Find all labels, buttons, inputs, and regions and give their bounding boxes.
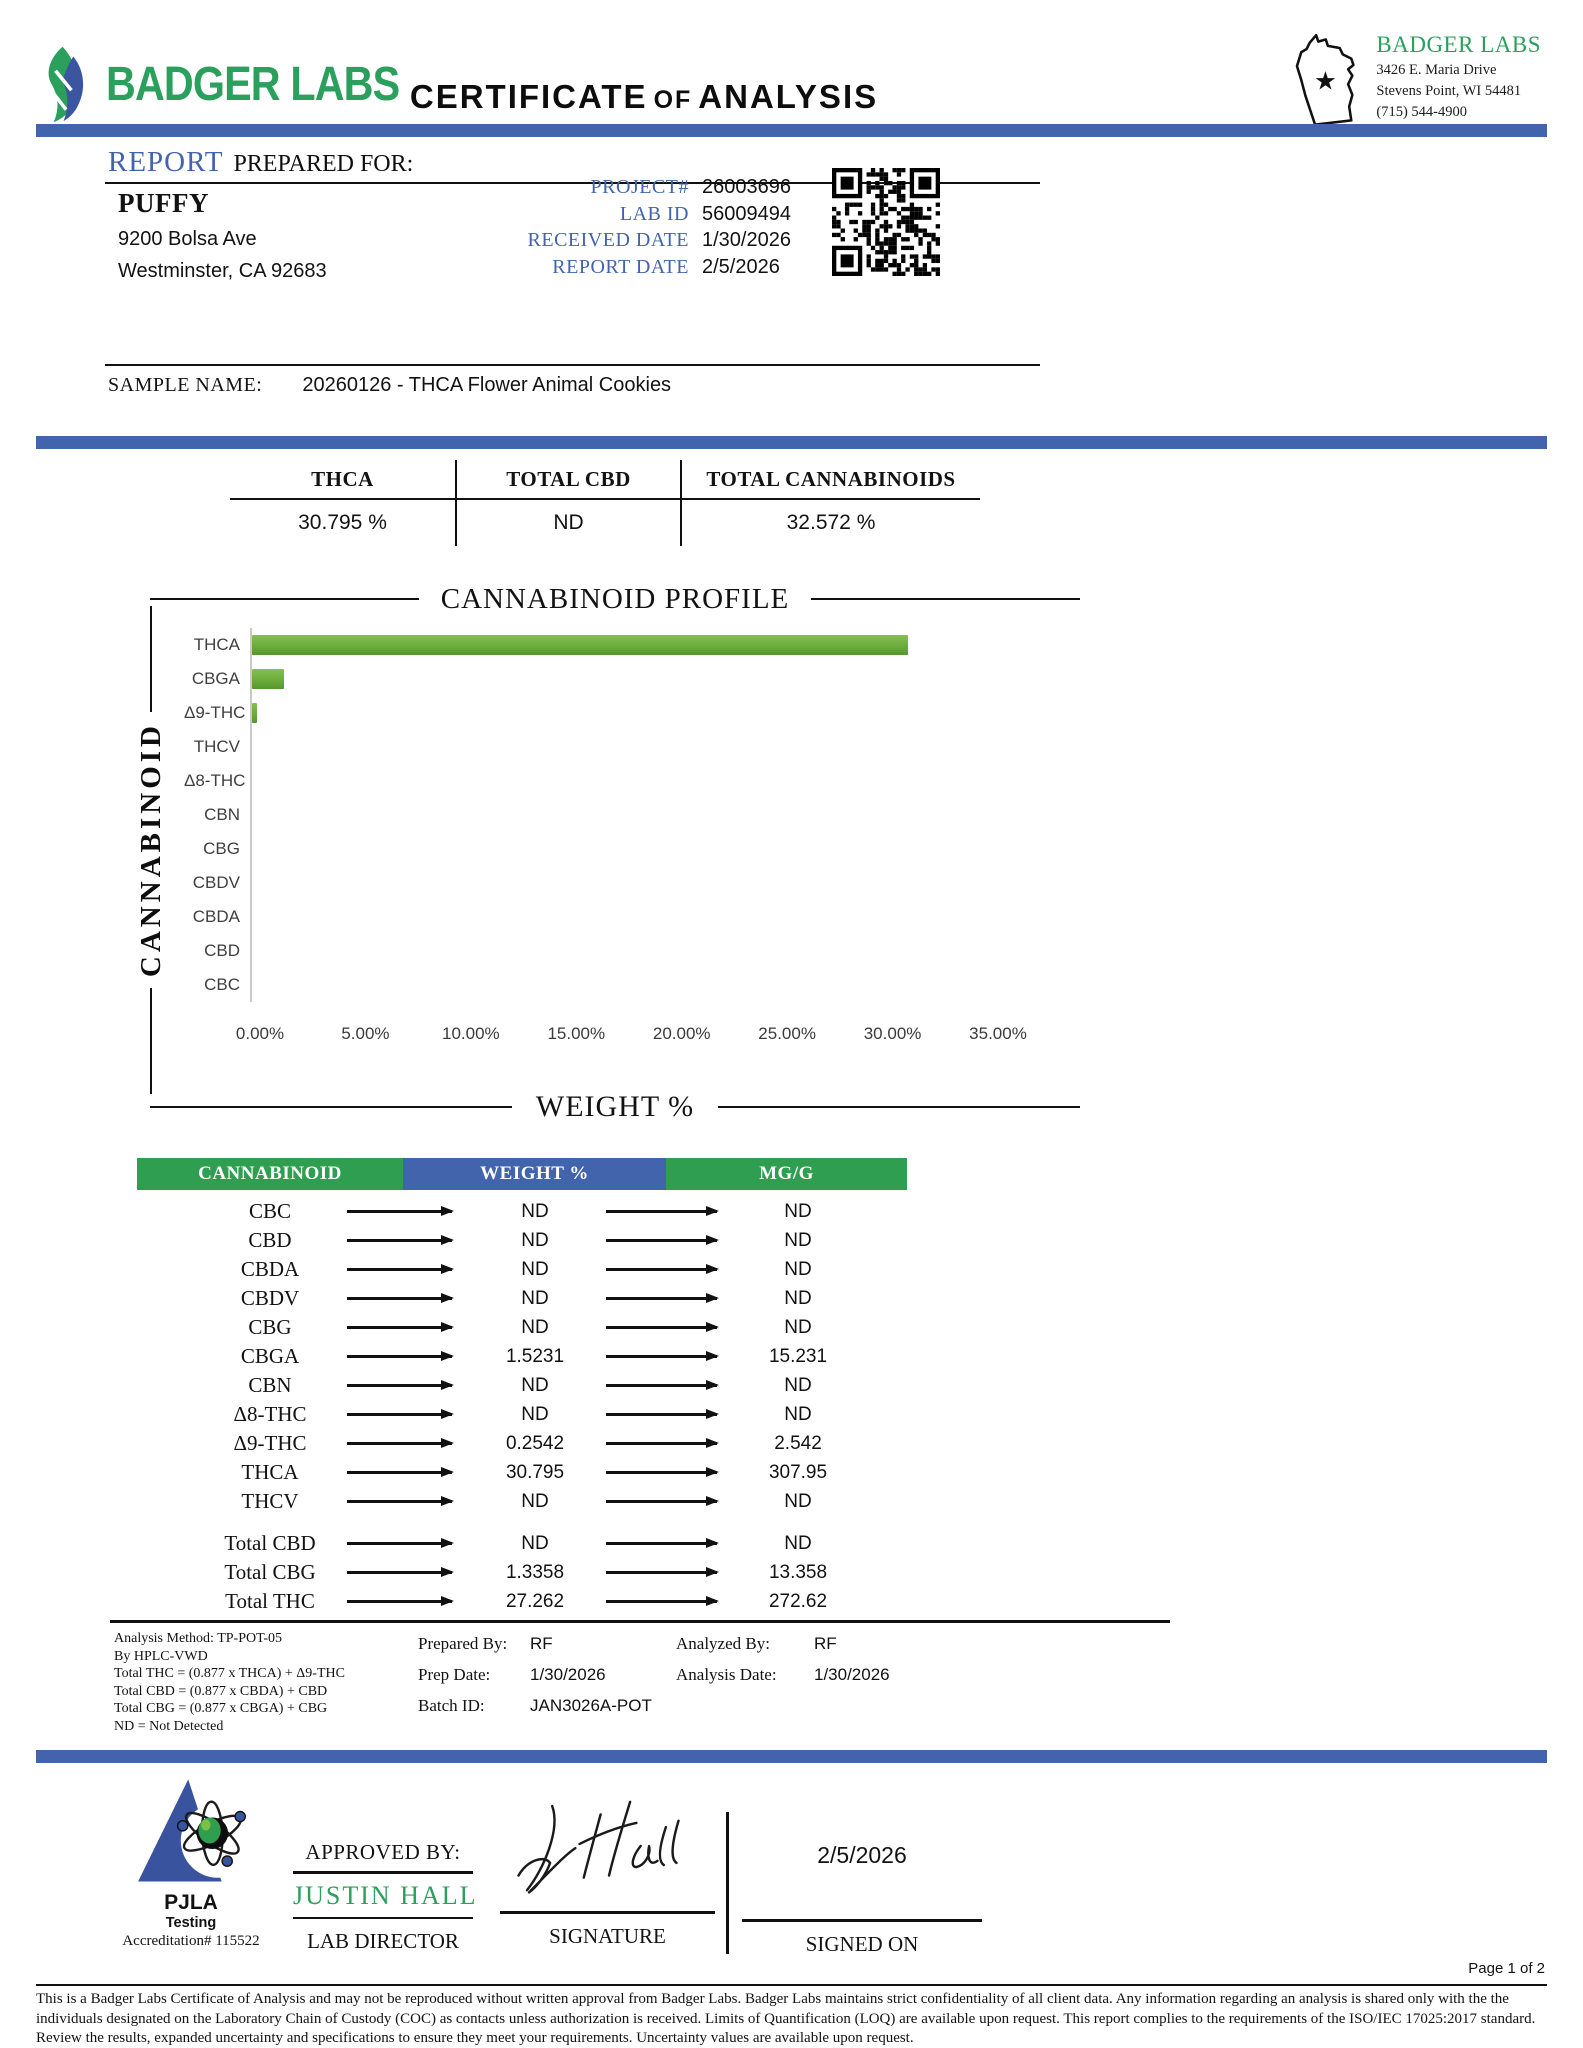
table-total-rows [137,1529,907,1616]
cannabinoid-name: Total THC [225,1589,315,1613]
cannabinoid-name: CBD [248,1228,292,1252]
mgg-value: 15.231 [768,1345,828,1367]
prep-date-value: 1/30/2026 [530,1665,606,1684]
prep-notes [418,1634,652,1727]
weight-value: ND [521,1258,549,1280]
arrow-icon [347,1384,452,1386]
arrow-icon [606,1210,717,1212]
mgg-value: 13.358 [768,1561,828,1583]
signature-block [500,1786,715,1949]
chart-row [184,900,998,934]
chart-tick-label: 20.00% [652,1024,711,1043]
summary-column [455,460,680,546]
sample-name-row [108,374,671,397]
chart-track [250,798,998,832]
weight-value: 27.262 [505,1590,565,1612]
table-row [137,1587,907,1616]
signature-label: SIGNATURE [549,1923,666,1948]
arrow-icon [606,1326,717,1328]
chart-xtitle-row [138,1090,1080,1124]
accreditation-number: Accreditation# 115522 [122,1933,260,1949]
client-address2: Westminster, CA 92683 [118,260,327,282]
cannabinoid-name: CBC [248,1199,292,1223]
table-row [137,1255,907,1284]
arrow-icon [347,1210,452,1212]
analysis-date-value: 1/30/2026 [814,1665,890,1684]
report-field-value: 56009494 [702,202,791,225]
arrow-icon [606,1471,717,1473]
weight-value: ND [521,1374,549,1396]
arrow-icon [347,1442,452,1444]
report-field [425,229,850,256]
sample-name-value: 20260126 - THCA Flower Animal Cookies [302,374,672,396]
cannabinoid-name: CBDA [240,1257,300,1281]
mgg-value: ND [784,1229,812,1251]
client-name: PUFFY [118,188,209,218]
title-main: CERTIFICATE [409,78,648,115]
chart-track [250,696,998,730]
rule-line [293,1917,473,1920]
chart-title: CANNABINOID PROFILE [440,582,790,615]
table-row [137,1197,907,1226]
weight-value: ND [521,1316,549,1338]
chart-bar [252,635,908,655]
title-rule-right [811,598,1080,600]
summary-column [680,460,980,546]
header-weight: WEIGHT % [403,1158,666,1190]
analysis-notes [676,1634,890,1696]
method-note-line: Total CBG = (0.877 x CBGA) + CBG [114,1701,328,1716]
prepared-by-row [418,1634,652,1665]
table-row [137,1226,907,1255]
y-bracket-line-top [150,606,152,712]
disclaimer-text: This is a Badger Labs Certificate of Analysis and may not be reproduced without written approval from Badger Labs. Badger Labs maintains strict confidentiality of all client data. Any information regarding an analysis is shared only with the the individuals designated on the Laboratory Chain of Custody (COC) as contacts unless authorization is received. Limits of Quantification (LOQ) are available upon request. This report complies to the requirements of the ISO/IEC 17025:2017 standard. Review the results, expanded uncertainty and specifications to ensure they meet your requirements. Uncertainty values are available upon request. [36,1991,1536,2046]
table-row [137,1558,907,1587]
chart-row [184,968,998,1002]
chart-row [184,798,998,832]
client-block [118,188,327,283]
signed-on-date: 2/5/2026 [817,1842,907,1868]
weight-value: 0.2542 [505,1432,565,1454]
mgg-value: 272.62 [768,1590,828,1612]
chart-category-label: Δ9-THC [184,703,246,722]
title-of: OF [653,86,693,114]
mgg-value: ND [784,1258,812,1280]
weight-value: ND [521,1200,549,1222]
mgg-value: ND [784,1200,812,1222]
report-field-value: 26003696 [702,176,791,198]
header-mgg: MG/G [666,1158,907,1190]
chart-category-label: CBD [204,941,240,960]
arrow-icon [347,1500,452,1502]
badger-labs-leaf-logo-icon [36,42,98,126]
arrow-icon [347,1326,452,1328]
report-field [425,176,850,203]
chart-tick-label: 10.00% [442,1024,500,1043]
page-number: Page 1 of 2 [1468,1960,1545,1977]
arrow-icon [606,1413,717,1415]
divider-bar [36,1750,1547,1763]
chart-row [184,730,998,764]
report-field-label: REPORT DATE [552,255,689,278]
arrow-icon [606,1297,717,1299]
chart-body [135,628,1080,1124]
chart-row [184,934,998,968]
report-field-label: PROJECT# [590,176,689,198]
pjla-logo-icon [121,1772,261,1888]
analyzed-by-label: Analyzed By: [676,1634,770,1653]
title-rule-left [150,598,419,600]
arrow-icon [606,1239,717,1241]
chart-category-label: CBG [203,839,240,858]
y-axis-title: CANNABINOID [135,722,167,978]
report-field [425,203,850,230]
report-label: REPORT [108,146,224,178]
chart-category-label: THCA [193,635,240,654]
chart-track [250,866,998,900]
analyzed-by-row [676,1634,890,1665]
xtitle-rule-right [718,1106,1080,1108]
signed-on-label: SIGNED ON [805,1931,919,1956]
cannabinoid-name: CBGA [240,1344,300,1368]
summary-table [230,460,980,546]
arrow-icon [347,1542,452,1544]
summary-header: TOTAL CBD [457,460,680,500]
chart-category-label: Δ8-THC [184,771,246,790]
weight-value: 1.5231 [505,1345,565,1367]
y-bracket-line-bottom [150,988,152,1094]
chart-track [250,662,998,696]
arrow-icon [606,1268,717,1270]
summary-value: ND [553,511,584,534]
client-address1: 9200 Bolsa Ave [118,228,257,250]
report-section-heading [108,146,413,179]
summary-value: 30.795 % [298,511,387,534]
table-row [137,1429,907,1458]
analysis-date-label: Analysis Date: [676,1665,777,1684]
method-note-line: By HPLC-VWD [114,1648,208,1664]
header-cannabinoid: CANNABINOID [137,1158,403,1190]
chart-track [250,730,998,764]
cannabinoid-name: Δ9-THC [233,1431,307,1455]
cannabinoid-name: Total CBG [224,1560,316,1584]
arrow-icon [606,1542,717,1544]
chart-title-row [138,580,1080,618]
results-table-header [137,1158,907,1190]
arrow-icon [347,1600,452,1602]
mgg-value: 307.95 [768,1461,828,1483]
summary-header: TOTAL CANNABINOIDS [682,460,980,500]
table-row [137,1284,907,1313]
arrow-icon [606,1600,717,1602]
approver-title: LAB DIRECTOR [307,1929,459,1954]
prepared-by-label: Prepared By: [418,1634,508,1653]
weight-value: ND [521,1490,549,1512]
table-row [137,1458,907,1487]
table-row [137,1487,907,1516]
prepared-for-label: PREPARED FOR: [233,151,414,177]
arrow-icon [606,1355,717,1357]
chart-tick-label: 35.00% [969,1024,1027,1043]
mgg-value: ND [784,1374,812,1396]
chart-category-label: CBDA [192,907,240,926]
summary-header: THCA [230,460,455,500]
weight-value: 1.3358 [505,1561,565,1583]
chart-track [250,628,998,662]
chart-track [250,764,998,798]
method-note-line: Total THC = (0.877 x THCA) + Δ9-THC [114,1666,345,1681]
chart-category-label: CBGA [191,669,240,688]
arrow-icon [347,1471,452,1473]
prep-date-label: Prep Date: [418,1665,491,1684]
batch-id-row [418,1696,652,1727]
cannabinoid-name: CBN [248,1373,292,1397]
chart-track [250,934,998,968]
chart-xaxis [235,1016,1027,1050]
pjla-name: PJLA [164,1891,218,1914]
brand-name: BADGER LABS [106,57,400,111]
cannabinoid-name: Δ8-THC [233,1402,307,1426]
table-row [137,1400,907,1429]
approved-by-block [293,1840,478,1954]
mgg-value: ND [784,1316,812,1338]
divider-bar [36,436,1547,449]
lab-phone: (715) 544-4900 [1376,104,1468,120]
prepared-by-value: RF [530,1634,553,1653]
mgg-value: ND [784,1532,812,1554]
cannabinoid-name: THCV [241,1489,299,1513]
divider-bar [36,124,1547,137]
chart-row [184,832,998,866]
chart-tick-label: 0.00% [235,1024,285,1043]
chart-bar [252,703,257,723]
results-table [137,1158,907,1616]
table-row [137,1371,907,1400]
report-field-label: LAB ID [619,202,689,225]
chart-row [184,696,998,730]
chart-row [184,662,998,696]
cannabinoid-name: CBG [248,1315,292,1339]
qr-code-icon [832,168,940,276]
weight-value: 30.795 [505,1461,565,1483]
chart-bar [252,669,284,689]
method-notes [114,1630,345,1735]
lab-info [1292,32,1541,130]
arrow-icon [347,1268,452,1270]
weight-value: ND [521,1229,549,1251]
approver-name: JUSTIN HALL [293,1880,478,1910]
cannabinoid-name: Total CBD [224,1531,316,1555]
weight-value: ND [521,1532,549,1554]
arrow-icon [606,1500,717,1502]
analysis-date-row [676,1665,890,1696]
report-field-value: 1/30/2026 [702,229,791,251]
chart-track [250,968,998,1002]
report-fields [425,176,850,282]
chart-category-label: CBDV [192,873,240,892]
sample-name-label: SAMPLE NAME: [108,374,263,396]
table-row [137,1342,907,1371]
rule-line [110,1620,1170,1623]
chart-track [250,900,998,934]
signed-on-block [742,1842,982,1957]
chart-row [184,866,998,900]
chart-tick-label: 15.00% [547,1024,606,1043]
arrow-icon [347,1413,452,1415]
batch-id-value: JAN3026A-POT [530,1696,652,1715]
report-field-label: RECEIVED DATE [527,229,689,251]
wisconsin-map-icon [1292,32,1368,130]
mgg-value: ND [784,1490,812,1512]
chart-category-label: CBN [204,805,240,824]
table-rows [137,1197,907,1516]
arrow-icon [606,1384,717,1386]
cannabinoid-name: THCA [241,1460,299,1484]
chart-rows [184,628,1080,1002]
method-note-line: Total CBD = (0.877 x CBDA) + CBD [114,1683,328,1699]
chart-tick-label: 5.00% [341,1024,390,1043]
rule-line [293,1871,473,1874]
rule-line [742,1919,982,1922]
xtitle-rule-left [150,1106,512,1108]
arrow-icon [347,1239,452,1241]
chart-main [184,628,1080,1124]
prep-date-row [418,1665,652,1696]
rule-line [105,364,1040,366]
method-note-line: Analysis Method: TP-POT-05 [114,1631,283,1646]
summary-value: 32.572 % [786,511,876,534]
cannabinoid-name: CBDV [240,1286,300,1310]
arrow-icon [347,1571,452,1573]
summary-column [230,460,455,546]
report-field [425,256,850,283]
signature-icon [508,1786,708,1904]
cannabinoid-profile-chart [135,580,1080,1124]
analyzed-by-value: RF [814,1634,837,1653]
header [36,30,1547,126]
table-row [137,1313,907,1342]
x-axis-title: WEIGHT % [535,1090,695,1123]
arrow-icon [606,1571,717,1573]
lab-address-line2: Stevens Point, WI 54481 [1376,83,1522,99]
title-rest: ANALYSIS [698,78,879,115]
chart-track [250,832,998,866]
rule-line [500,1911,715,1914]
weight-value: ND [521,1287,549,1309]
pjla-accreditation-block [105,1772,277,1950]
y-axis-bracket [135,628,184,1124]
mgg-value: ND [784,1403,812,1425]
chart-tick-label: 25.00% [758,1024,816,1043]
lab-address-line1: 3426 E. Maria Drive [1376,62,1497,78]
arrow-icon [606,1442,717,1444]
weight-value: ND [521,1403,549,1425]
lab-address-block [1376,32,1541,121]
chart-category-label: CBC [204,975,240,994]
mgg-value: ND [784,1287,812,1309]
chart-category-label: THCV [193,737,240,756]
arrow-icon [347,1297,452,1299]
method-note-line: ND = Not Detected [114,1718,224,1734]
chart-row [184,628,998,662]
document-title [358,78,930,116]
approved-by-label: APPROVED BY: [305,1840,461,1864]
batch-id-label: Batch ID: [418,1696,485,1715]
report-field-value: 2/5/2026 [702,255,780,278]
mgg-value: 2.542 [774,1432,822,1454]
footer-divider [726,1812,729,1954]
lab-name: BADGER LABS [1376,32,1541,57]
arrow-icon [347,1355,452,1357]
pjla-sub: Testing [165,1915,217,1931]
rule-line [36,1984,1547,1986]
chart-tick-label: 30.00% [863,1024,922,1043]
table-row [137,1529,907,1558]
star-icon: ★ [1314,66,1338,96]
chart-row [184,764,998,798]
